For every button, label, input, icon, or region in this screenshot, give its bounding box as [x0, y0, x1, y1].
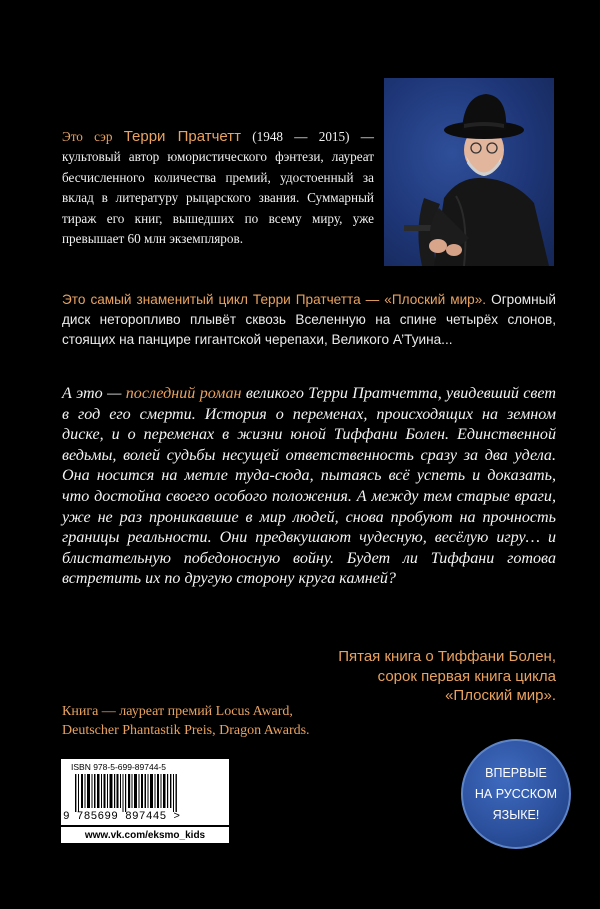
awards-note	[62, 702, 362, 740]
badge-line3: ЯЗЫКЕ!	[492, 807, 540, 822]
author-photo	[384, 78, 554, 266]
story-after: великого Терри Пратчетта, увидевший свет в год его смерти. История о переменах, происходящих на земном диске, и о переменах в жизни юной Тиффани Болен. Единственной ведьмы, волей судьбы несущей ответственность сразу за два удела. Она носится на метле туда-сюда, пытаясь всё успеть и доказать, что достойна своего особого положения. А между тем старые враги, уже не раз проникавшие в мир людей, снова пробуют на прочность границы реальности. Они предвкушают чудесную, весёлую игру… и блистательную победоносную войну. Будет ли Тиффани готова встретить их по другую сторону круга камней?	[62, 385, 556, 588]
cycle-description: Огромный диск неторопливо плывёт сквозь Вселенную на спине четырёх слонов, стоящих на панцире гигантской черепахи, Великого А’Туина...	[62, 292, 557, 347]
author-bio	[62, 127, 374, 249]
vk-link[interactable]: www.vk.com/eksmo_kids	[61, 827, 229, 843]
story-accent: последний роман	[125, 385, 242, 402]
series-note-line3: «Плоский мир».	[445, 687, 556, 704]
eksmo-logo-icon	[185, 773, 221, 813]
story-paragraph	[62, 384, 556, 590]
story-before: А это —	[62, 385, 126, 402]
barcode-bars	[75, 774, 179, 812]
author-years: (1948 — 2015) —	[240, 129, 374, 144]
barcode-digits: 9 785699 897445 >	[63, 811, 181, 823]
awards-line2: Deutscher Phantastik Preis, Dragon Awards.	[62, 723, 310, 738]
discworld-cycle-paragraph	[62, 290, 556, 350]
badge-line2: НА РУССКОМ	[474, 786, 558, 801]
author-bio-prefix: Это сэр	[62, 129, 124, 144]
cycle-intro: Это самый знаменитый цикл Терри Пратчетта — «Плоский мир».	[62, 292, 487, 307]
author-name: Терри Пратчетт	[123, 128, 241, 145]
awards-line1: Книга — лауреат премий Locus Award,	[62, 704, 293, 719]
series-note	[300, 647, 556, 706]
badge-line1: ВПЕРВЫЕ	[485, 765, 547, 780]
author-bio-rest: культовый автор юмористического фэнтези, лауреат бесчисленного количества премий, удостоенный за вклад в литературу рыцарского звания. Суммарный тираж его книг, вышедших по всему миру, уже превышает 60 млн экземпляров.	[62, 149, 374, 247]
series-note-line1: Пятая книга о Тиффани Болен,	[338, 648, 556, 665]
first-russian-edition-badge	[461, 739, 571, 849]
series-note-line2: сорок первая книга цикла	[377, 667, 556, 685]
author-photo-illustration	[384, 78, 554, 266]
isbn-text: ISBN 978-5-699-89744-5	[71, 762, 166, 772]
